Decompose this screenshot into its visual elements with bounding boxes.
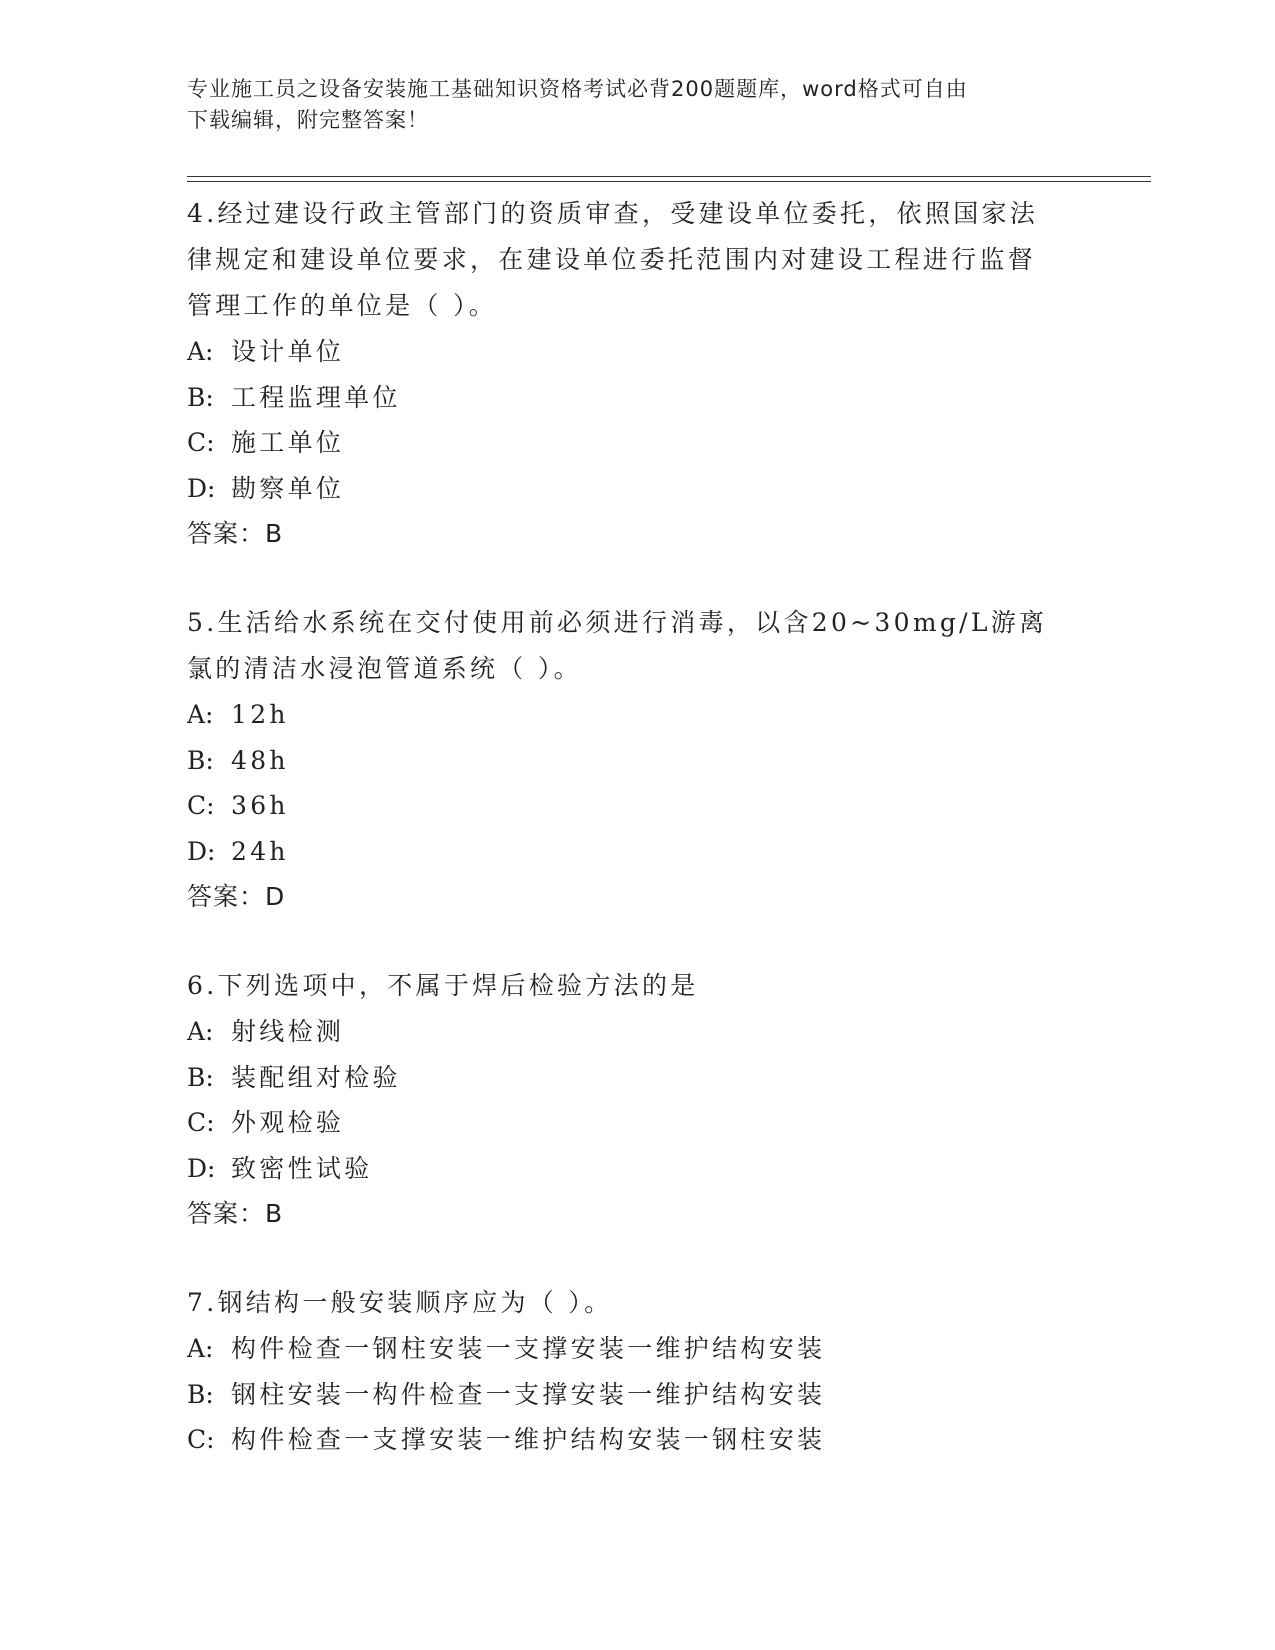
option-a: [187, 329, 1087, 375]
option-a: [187, 1009, 1087, 1055]
option-letter: A:: [187, 1334, 214, 1363]
option-letter: A:: [187, 700, 214, 729]
option-c: [187, 1417, 1087, 1463]
question-stem: 6.下列选项中，不属于焊后检验方法的是: [187, 971, 699, 1000]
option-text: 勘察单位: [231, 473, 345, 503]
option-text: 致密性试验: [231, 1153, 373, 1183]
option-a: [187, 692, 1087, 738]
option-d: [187, 1146, 1087, 1192]
option-letter: C:: [187, 428, 215, 457]
option-text: 12h: [231, 700, 289, 729]
question-4: [187, 191, 1087, 557]
option-c: [187, 420, 1087, 466]
option-text: 施工单位: [231, 428, 345, 457]
option-text: 外观检验: [231, 1108, 345, 1137]
option-d: [187, 829, 1087, 875]
option-text: 钢柱安装一构件检查一支撑安装一维护结构安装: [231, 1379, 826, 1409]
option-letter: A:: [187, 1017, 214, 1046]
option-letter: D:: [187, 836, 216, 866]
answer-label: 答案：D: [187, 882, 286, 911]
option-letter: C:: [187, 1108, 215, 1137]
question-list: [187, 191, 1087, 1506]
answer-label: 答案：B: [187, 519, 284, 548]
option-b: [187, 1055, 1087, 1101]
header-divider-top: [187, 176, 1151, 177]
option-b: [187, 375, 1087, 421]
option-text: 装配组对检验: [231, 1062, 401, 1092]
option-b: [187, 1372, 1087, 1418]
option-text: 48h: [231, 745, 289, 775]
option-letter: C:: [187, 1425, 215, 1454]
question-7: [187, 1280, 1087, 1463]
page-header: [187, 74, 1067, 136]
option-letter: D:: [187, 1153, 216, 1183]
question-5: [187, 600, 1087, 920]
question-6: [187, 963, 1087, 1237]
option-text: 设计单位: [231, 337, 345, 366]
option-letter: B:: [187, 1062, 214, 1092]
option-text: 构件检查一钢柱安装一支撑安装一维护结构安装: [231, 1334, 826, 1363]
option-letter: B:: [187, 745, 214, 775]
option-letter: D:: [187, 473, 216, 503]
option-letter: B:: [187, 1379, 214, 1409]
option-text: 构件检查一支撑安装一维护结构安装一钢柱安装: [231, 1425, 826, 1454]
option-d: [187, 466, 1087, 512]
option-letter: C:: [187, 791, 215, 820]
answer-label: 答案：B: [187, 1199, 284, 1228]
option-c: [187, 783, 1087, 829]
question-stem: 4.经过建设行政主管部门的资质审查，受建设单位委托，依照国家法律规定和建设单位要求，在建设单位委托范围内对建设工程进行监督管理工作的单位是（ ）。: [187, 199, 1039, 320]
header-line-2: 下载编辑，附完整答案！: [187, 108, 429, 132]
option-text: 24h: [231, 836, 289, 866]
question-stem: 5.生活给水系统在交付使用前必须进行消毒，以含20~30mg/L游离氯的清洁水浸泡管道系统（ ）。: [187, 608, 1048, 683]
question-stem: 7.钢结构一般安装顺序应为（ ）。: [187, 1288, 613, 1317]
header-line-1: 专业施工员之设备安装施工基础知识资格考试必背200题题库，word格式可自由: [187, 77, 968, 101]
option-text: 工程监理单位: [231, 382, 401, 412]
option-text: 射线检测: [231, 1017, 345, 1046]
option-c: [187, 1100, 1087, 1146]
option-text: 36h: [231, 791, 289, 820]
option-letter: A:: [187, 337, 214, 366]
option-b: [187, 738, 1087, 784]
header-divider-bottom: [187, 181, 1151, 182]
option-letter: B:: [187, 382, 214, 412]
option-a: [187, 1326, 1087, 1372]
